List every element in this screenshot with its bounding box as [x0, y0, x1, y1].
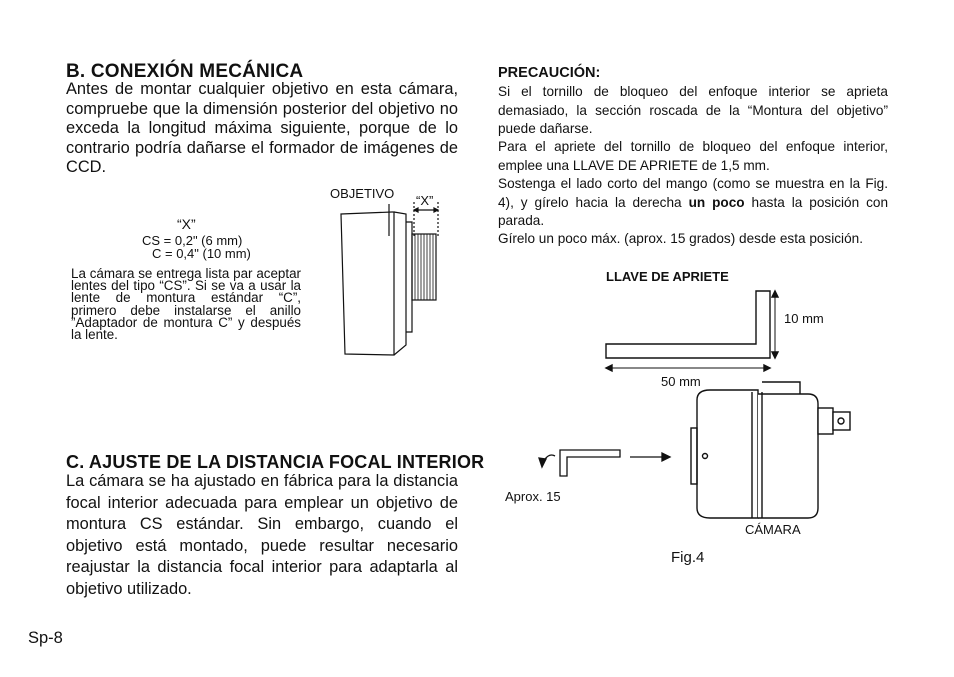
- fig3-lens-drawing: [341, 202, 438, 355]
- precaucion-p3-emphasis: un poco: [688, 194, 745, 210]
- section-c-body: La cámara se ha ajustado en fábrica para la distancia focal interior adecuada para emplear un objetivo de montura CS estándar. Sin embargo, cuando el objetivo está montado, puede resultar necesario reajustar la distancia focal interior para adaptarla al objetivo utilizado.: [66, 472, 458, 598]
- precaucion-title: PRECAUCIÓN:: [498, 65, 601, 81]
- fig3-x-label: “X”: [177, 216, 196, 232]
- fig3-cs-dimension: CS = 0,2" (6 mm): [142, 233, 243, 248]
- small-wrench-drawing: [539, 450, 670, 476]
- section-c-title: C. AJUSTE DE LA DISTANCIA FOCAL INTERIOR: [66, 452, 485, 472]
- precaucion-paragraph-1: Si el tornillo de bloqueo del enfoque interior se aprieta demasiado, la sección roscada de la “Montura del objetivo” puede dañarse.: [498, 84, 888, 137]
- fig3-mount-note: La cámara se entrega lista par aceptar lentes del tipo “CS”. Si se va a usar la lente de montura estándar “C”, primero debe instalarse el anillo ”Adaptador de montura C” y después la lente.: [71, 266, 301, 343]
- fig3-dimension-x-label: “X”: [416, 193, 434, 208]
- fig3-c-dimension: C = 0,4" (10 mm): [152, 246, 251, 261]
- page-number: Sp-8: [28, 629, 63, 647]
- precaucion-p3-start: Sostenga el lado corto del mango (como se muestra en la Fig. 4), y gírelo hacia la derecha: [498, 176, 888, 210]
- precaucion-paragraph-4: Gírelo un poco máx. (aprox. 15 grados) desde esta posición.: [498, 231, 863, 246]
- objetivo-label: OBJETIVO: [330, 186, 395, 201]
- camera-label: CÁMARA: [745, 522, 801, 537]
- dimension-10mm-label: 10 mm: [784, 311, 824, 326]
- camera-drawing: [691, 382, 850, 518]
- approx-angle-label: Aprox. 15: [505, 489, 561, 504]
- section-b-title: B. CONEXIÓN MECÁNICA: [66, 61, 304, 82]
- precaucion-p3-end: hasta la posición con parada.: [498, 194, 889, 229]
- precaucion-paragraph-2: Para el apriete del tornillo de bloqueo del enfoque interior, emplee una LLAVE DE APRIETE de 1,5 mm.: [498, 139, 888, 173]
- wrench-title: LLAVE DE APRIETE: [606, 269, 729, 284]
- fig4-caption: Fig.4: [671, 549, 705, 566]
- wrench-drawing: [606, 291, 778, 371]
- dimension-50mm-label: 50 mm: [661, 374, 701, 389]
- section-b-body: Antes de montar cualquier objetivo en esta cámara, compruebe que la dimensión posterior del objetivo no exceda la longitud máxima siguiente, porque de lo contrario podría dañarse el formador de imágenes de CCD.: [66, 80, 458, 176]
